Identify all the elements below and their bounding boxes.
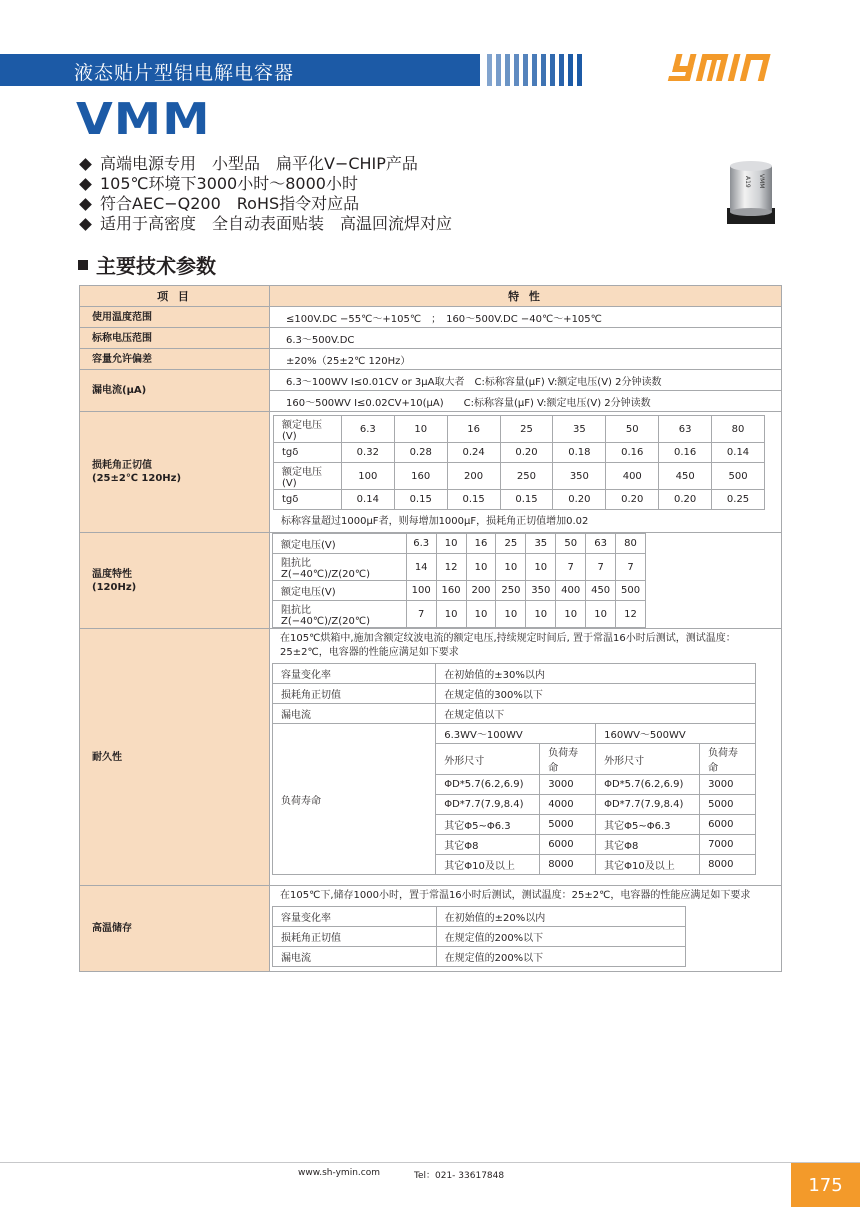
table-row: 损耗角正切值 在规定值的300%以下 bbox=[273, 684, 756, 704]
table-row: 漏电流 在规定值的200%以下 bbox=[273, 947, 686, 967]
row-value: ≤100V.DC −55℃～+105℃ ； 160～500V.DC −40℃～+105℃ bbox=[270, 307, 782, 328]
endurance-table bbox=[272, 663, 756, 875]
table-row bbox=[80, 412, 782, 533]
table-row: 其它Φ10及以上 8000 其它Φ10及以上 8000 bbox=[273, 855, 756, 875]
header-stripes bbox=[487, 54, 582, 86]
temp-char-cell bbox=[270, 533, 782, 629]
tan-delta-note: 标称容量超过1000μF者，则每增加1000μF，损耗角正切值增加0.02 bbox=[281, 516, 589, 527]
storage-description: 在105℃下,储存1000小时，置于常温16小时后测试，测试温度：25±2℃，电容器的性能应满足如下要求 bbox=[280, 890, 751, 901]
tan-delta-table bbox=[273, 415, 765, 510]
row-label: 漏电流(μA) bbox=[80, 370, 270, 412]
table-row bbox=[80, 370, 782, 391]
temp-char-table bbox=[272, 533, 646, 628]
row-label: 高温储存 bbox=[80, 886, 270, 972]
feature-item: 105℃环境下3000小时～8000小时 bbox=[78, 174, 452, 194]
footer-divider bbox=[0, 1162, 860, 1163]
square-bullet-icon bbox=[78, 260, 88, 270]
storage-table bbox=[272, 906, 686, 967]
row-label: 标称电压范围 bbox=[80, 328, 270, 349]
table-row: 额定电压(V) 100 160 200 250 350 400 450 500 bbox=[274, 463, 765, 490]
col-header-item: 项 目 bbox=[80, 286, 270, 307]
diamond-bullet-icon bbox=[79, 158, 92, 171]
row-label: 温度特性 (120Hz) bbox=[80, 533, 270, 629]
row-label: 使用温度范围 bbox=[80, 307, 270, 328]
tan-delta-cell bbox=[270, 412, 782, 533]
capacitor-marking-code: A19 bbox=[744, 176, 751, 188]
table-row bbox=[80, 886, 782, 972]
table-row bbox=[80, 349, 782, 370]
row-label: 损耗角正切值 (25±2℃ 120Hz) bbox=[80, 412, 270, 533]
table-row: 其它Φ5~Φ6.3 5000 其它Φ5~Φ6.3 6000 bbox=[273, 815, 756, 835]
footer-telephone: Tel：021- 33617848 bbox=[414, 1171, 505, 1181]
table-row: 额定电压(V) 100 160 200 250 350 400 450 500 bbox=[273, 581, 646, 601]
table-row: 其它Φ8 6000 其它Φ8 7000 bbox=[273, 835, 756, 855]
load-life-label: 负荷寿命 bbox=[273, 724, 436, 875]
table-row: tgδ 0.14 0.15 0.15 0.15 0.20 0.20 0.20 0.25 bbox=[274, 490, 765, 510]
col-header-characteristics: 特 性 bbox=[270, 286, 782, 307]
table-row bbox=[80, 629, 782, 886]
footer-website: www.sh-ymin.com bbox=[298, 1168, 380, 1178]
row-value: 6.3～500V.DC bbox=[270, 328, 782, 349]
section-title: 主要技术参数 bbox=[78, 250, 216, 279]
table-row: 阻抗比Z(−40℃)/Z(20℃) 7 10 10 10 10 10 10 12 bbox=[273, 601, 646, 628]
table-row: ΦD*5.7(6.2,6.9) 3000 ΦD*5.7(6.2,6.9) 3000 bbox=[273, 775, 756, 795]
row-value: 6.3～100WV I≤0.01CV or 3μA取大者 C:标称容量(μF) V:额定电压(V) 2分钟读数 bbox=[270, 370, 782, 391]
table-row: 容量变化率 在初始值的±20%以内 bbox=[273, 907, 686, 927]
capacitor-photo bbox=[726, 160, 776, 226]
diamond-bullet-icon bbox=[79, 178, 92, 191]
table-row: 额定电压(V) 6.3 10 16 25 35 50 63 80 bbox=[274, 416, 765, 443]
row-label: 容量允许偏差 bbox=[80, 349, 270, 370]
table-row: 阻抗比Z(−40℃)/Z(20℃) 14 12 10 10 10 7 7 7 bbox=[273, 554, 646, 581]
page-number: 175 bbox=[791, 1163, 860, 1207]
feature-list bbox=[78, 154, 452, 234]
table-row: 容量变化率 在初始值的±30%以内 bbox=[273, 664, 756, 684]
table-row: ΦD*7.7(7.9,8.4) 4000 ΦD*7.7(7.9,8.4) 5000 bbox=[273, 795, 756, 815]
table-row: 负荷寿命 6.3WV～100WV 160WV～500WV bbox=[273, 724, 756, 744]
table-row bbox=[80, 533, 782, 629]
feature-item: 符合AEC−Q200 RoHS指令对应品 bbox=[78, 194, 452, 214]
spec-table bbox=[79, 285, 782, 972]
page-category-title: 液态贴片型铝电解电容器 bbox=[74, 62, 295, 84]
capacitor-marking-series: VMM bbox=[758, 174, 765, 189]
table-row: tgδ 0.32 0.28 0.24 0.20 0.18 0.16 0.16 0.14 bbox=[274, 443, 765, 463]
table-row: 额定电压(V) 6.3 10 16 25 35 50 63 80 bbox=[273, 534, 646, 554]
series-name: VMM bbox=[76, 94, 211, 145]
row-label: 耐久性 bbox=[80, 629, 270, 886]
ymin-logo bbox=[664, 48, 784, 88]
table-row bbox=[80, 328, 782, 349]
feature-item: 高端电源专用 小型品 扁平化V−CHIP产品 bbox=[78, 154, 452, 174]
table-row: 外形尺寸 负荷寿命 外形尺寸 负荷寿命 bbox=[273, 744, 756, 775]
feature-item: 适用于高密度 全自动表面贴装 高温回流焊对应 bbox=[78, 214, 452, 234]
row-value: ±20%（25±2℃ 120Hz） bbox=[270, 349, 782, 370]
diamond-bullet-icon bbox=[79, 198, 92, 211]
endurance-cell bbox=[270, 629, 782, 886]
endurance-description: 在105℃烘箱中,施加含额定纹波电流的额定电压,持续规定时间后, 置于常温16小时后测试，测试温度：25±2℃，电容器的性能应满足如下要求 bbox=[280, 633, 736, 658]
table-row: 损耗角正切值 在规定值的200%以下 bbox=[273, 927, 686, 947]
row-value: 160～500WV I≤0.02CV+10(μA) C:标称容量(μF) V:额定电压(V) 2分钟读数 bbox=[270, 391, 782, 412]
table-row: 漏电流 在规定值以下 bbox=[273, 704, 756, 724]
diamond-bullet-icon bbox=[79, 218, 92, 231]
storage-cell bbox=[270, 886, 782, 972]
table-row bbox=[80, 307, 782, 328]
